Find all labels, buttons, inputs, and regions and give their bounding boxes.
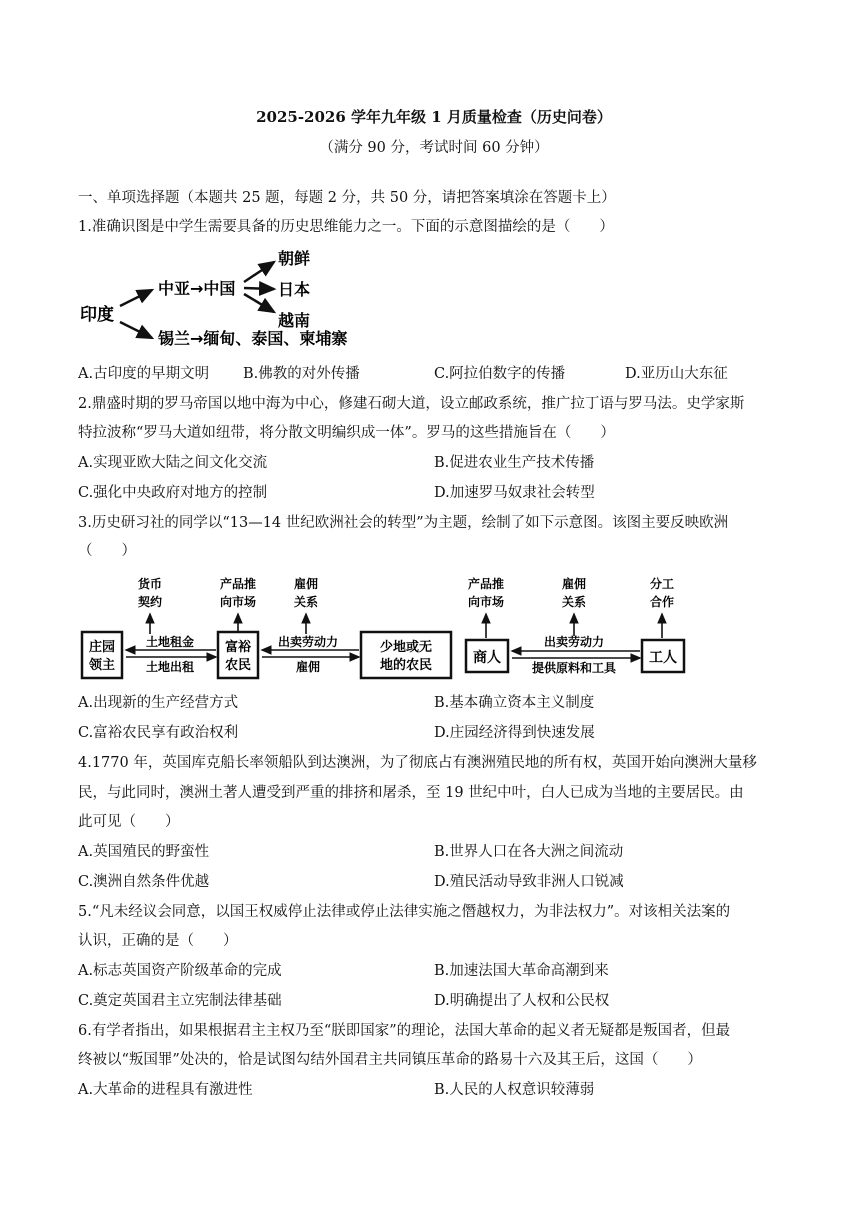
svg-text:庄园: 庄园 (88, 640, 116, 655)
left-top-3-line-1: 雇佣 (293, 577, 319, 591)
question-5-option-b: B.加速法国大革命高潮到来 (434, 963, 609, 979)
question-3-option-c: C.富裕农民享有政治权利 (78, 725, 239, 741)
right-top-3-line-1: 分工 (649, 577, 675, 591)
diagram-upper-path: 中亚→中国 (158, 279, 236, 298)
question-2-option-d: D.加速罗马奴隶社会转型 (434, 485, 595, 501)
question-2-option-c: C.强化中央政府对地方的控制 (78, 485, 268, 501)
arrow-label-sell-labor-right: 出卖劳动力 (543, 635, 605, 649)
diagram-lower-path: 锡兰→缅甸、泰国、柬埔寨 (158, 329, 348, 348)
page-title: 2025-2026 学年九年级 1 月质量检查（历史问卷） (256, 108, 612, 126)
arrow-label-land-rent: 土地租金 (145, 635, 195, 649)
question-2-option-b: B.促进农业生产技术传播 (434, 455, 595, 471)
question-4-stem-line-2: 民，与此同时，澳洲土著人遭受到严重的排挤和屠杀，至 19 世纪中叶，白人已成为当地的主要居民。由 (78, 785, 744, 801)
question-3-diagram-right (460, 570, 690, 685)
question-4-option-d: D.殖民活动导致非洲人口锐减 (434, 874, 624, 890)
question-1-stem: 1.准确识图是中学生需要具备的历史思维能力之一。下面的示意图描绘的是（ ） (78, 219, 614, 235)
question-1-diagram (78, 242, 378, 354)
arrow-label-land-lease: 土地出租 (145, 660, 195, 674)
question-4-stem-line-1: 4.1770 年，英国库克船长率领船队到达澳洲，为了彻底占有澳洲殖民地的所有权，英国开始向澳洲大量移 (78, 755, 757, 771)
question-5-option-c: C.奠定英国君主立宪制法律基础 (78, 993, 282, 1009)
diagram-target-2: 日本 (278, 280, 311, 299)
question-5-stem-line-2: 认识，正确的是（ ） (78, 933, 238, 949)
question-6-stem-line-1: 6.有学者指出，如果根据君主主权乃至“朕即国家”的理论，法国大革命的起义者无疑都是叛国者，但最 (78, 1023, 731, 1039)
question-4-option-c: C.澳洲自然条件优越 (78, 874, 210, 890)
left-top-2-line-2: 向市场 (219, 595, 257, 609)
question-5-stem-line-1: 5.“凡未经议会同意，以国王权威停止法律或停止法律实施之僭越权力，为非法权力”。对该相关法案的 (78, 904, 731, 920)
left-top-1-line-1: 货币 (137, 577, 163, 591)
question-6-stem-line-2: 终被以“叛国罪”处决的，恰是试图勾结外国君主共同镇压革命的路易十六及其王后，这国（ ） (78, 1052, 702, 1068)
right-top-2-line-2: 关系 (561, 595, 587, 609)
right-top-3-line-2: 合作 (649, 595, 675, 609)
question-3-stem-line-1: 3.历史研习社的同学以“13—14 世纪欧洲社会的转型”为主题，绘制了如下示意图。该图主要反映欧洲 (78, 515, 729, 531)
question-3-stem-line-2: （ ） (78, 543, 136, 559)
right-top-1-line-1: 产品推 (467, 577, 505, 591)
question-3-option-a: A.出现新的生产经营方式 (78, 695, 239, 711)
question-1-option-a: A.古印度的早期文明 (78, 366, 210, 382)
question-4-stem-line-3: 此可见（ ） (78, 814, 180, 830)
question-3-diagram-left (78, 570, 458, 685)
question-2-stem-line-1: 2.鼎盛时期的罗马帝国以地中海为中心，修建石砌大道，设立邮政系统，推广拉丁语与罗马法。史学家斯 (78, 396, 745, 412)
svg-text:工人: 工人 (649, 650, 677, 666)
question-2-option-a: A.实现亚欧大陆之间文化交流 (78, 455, 268, 471)
right-top-1-line-2: 向市场 (467, 595, 505, 609)
svg-text:地的农民: 地的农民 (379, 658, 433, 673)
question-1-option-d: D.亚历山大东征 (625, 366, 728, 382)
svg-text:商人: 商人 (473, 650, 501, 666)
left-top-3-line-2: 关系 (293, 595, 319, 609)
question-6-option-a: A.大革命的进程具有激进性 (78, 1082, 253, 1098)
arrow-label-supply: 提供原料和工具 (531, 661, 617, 675)
arrow-label-sell-labor: 出卖劳动力 (277, 635, 339, 649)
question-1-option-b: B.佛教的对外传播 (243, 366, 360, 382)
diagram-origin: 印度 (80, 305, 114, 325)
right-top-2-line-1: 雇佣 (561, 577, 587, 591)
question-4-option-b: B.世界人口在各大洲之间流动 (434, 844, 624, 860)
question-4-option-a: A.英国殖民的野蛮性 (78, 844, 210, 860)
left-top-1-line-2: 契约 (137, 595, 163, 609)
question-3-option-d: D.庄园经济得到快速发展 (434, 725, 595, 741)
svg-text:农民: 农民 (224, 658, 252, 673)
left-top-2-line-1: 产品推 (219, 577, 257, 591)
question-5-option-d: D.明确提出了人权和公民权 (434, 993, 610, 1009)
diagram-target-3: 越南 (278, 311, 311, 330)
question-1-option-c: C.阿拉伯数字的传播 (434, 366, 566, 382)
section-heading: 一、单项选择题（本题共 25 题，每题 2 分，共 50 分，请把答案填涂在答题卡上） (78, 190, 616, 206)
svg-text:少地或无: 少地或无 (379, 640, 433, 655)
question-6-option-b: B.人民的人权意识较薄弱 (434, 1082, 595, 1098)
svg-text:领主: 领主 (88, 658, 116, 673)
question-5-option-a: A.标志英国资产阶级革命的完成 (78, 963, 282, 979)
question-3-option-b: B.基本确立资本主义制度 (434, 695, 595, 711)
diagram-target-1: 朝鲜 (278, 249, 311, 268)
page-subtitle: （满分 90 分，考试时间 60 分钟） (319, 140, 549, 156)
svg-text:富裕: 富裕 (224, 640, 252, 655)
question-2-stem-line-2: 特拉波称“罗马大道如纽带，将分散文明编织成一体”。罗马的这些措施旨在（ ） (78, 425, 615, 441)
arrow-label-hire: 雇佣 (295, 660, 321, 674)
